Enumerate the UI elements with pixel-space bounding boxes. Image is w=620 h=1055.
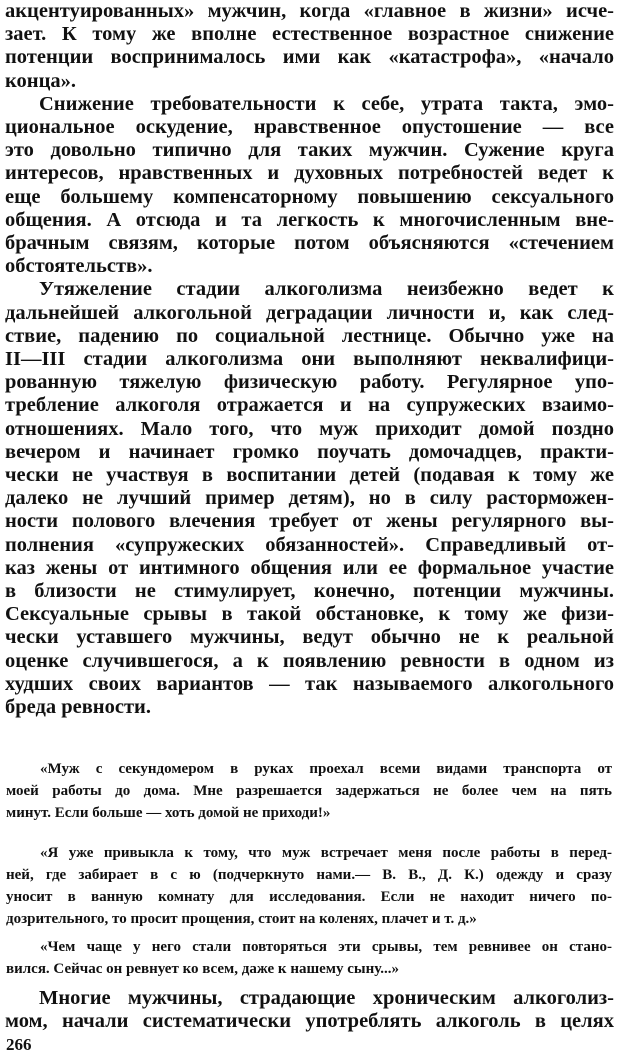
text-line: «Я уже привыкла к тому, что муж встречает меня после работы в перед- [40,845,612,861]
text-line: мом, начали систематически употреблять алкоголь в целях [5,1010,614,1032]
main-text [5,0,614,719]
text-line: уносит в ванную комнату для исследования. Если не находит ничего по- [6,889,612,905]
text-line: Снижение требовательности к себе, утрата такта, эмо- [39,92,614,115]
text-line: полнения «супружеских обязанностей». Справедливый от- [5,533,614,556]
text-line: «Муж с секундомером в руках проехал всеми видами транспорта от [40,761,612,777]
text-line: Сексуальные срывы в такой обстановке, к тому же физи- [5,603,614,626]
text-line: дальнейшей алкогольной деградации личности и, как след- [5,301,614,324]
final-paragraph [5,987,614,1033]
page-number: 266 [6,1035,32,1054]
text-line: худших своих вариантов — так называемого алкогольного [5,672,614,695]
text-line: в близости не стимулирует, конечно, потенции мужчины. [5,580,614,603]
text-line: требление алкоголя отражается и на супружеских взаимо- [5,394,614,417]
text-line: моей работы до дома. Мне разрешается задержаться не более чем на пять [6,783,612,799]
text-line: отношениях. Мало того, что муж приходит домой поздно [5,417,614,440]
quote-3 [6,936,612,980]
text-line: каз жены от интимного общения или ее формальное участие [5,556,614,579]
text-line: акцентуированных» мужчин, когда «главное в жизни» исче- [5,0,614,22]
text-line: Многие мужчины, страдающие хроническим алкоголиз- [39,987,614,1009]
text-line: вился. Сейчас он ревнует ко всем, даже к нашему сыну...» [6,961,400,977]
text-line: ствие, падению по социальной лестнице. Обычно уже на [5,324,614,347]
text-line: зает. К тому же вполне естественное возрастное снижение [5,23,614,46]
text-line: циональное оскудение, нравственное опустошение — все [5,116,614,139]
text-line: брачным связям, которые потом объясняются «стечением [5,232,614,255]
text-line: общения. А отсюда и та легкость к многочисленным вне- [5,208,614,231]
text-line: рованную тяжелую физическую работу. Регулярное упо- [5,371,614,394]
text-line: обстоятельств». [5,255,153,278]
text-line: оценке случившегося, а к появлению ревности в одном из [5,649,614,672]
text-line: минут. Если больше — хоть домой не приходи!» [6,805,331,821]
text-line: потенции воспринималось ими как «катастрофа», «начало [5,46,614,69]
text-line: «Чем чаще у него стали повторяться эти срывы, тем ревнивее он стано- [40,939,612,955]
text-line: Утяжеление стадии алкоголизма неизбежно ведет к [39,278,614,301]
quote-1 [6,758,612,824]
text-line: ности полового влечения требует от жены регулярного вы- [5,510,614,533]
text-line: это довольно типично для таких мужчин. Сужение круга [5,139,614,162]
text-line: чески уставшего мужчины, ведут обычно не к реальной [5,626,614,649]
text-line: интересов, нравственных и духовных потребностей ведет к [5,162,614,185]
text-line: бреда ревности. [5,696,151,719]
text-line: вечером и начинает громко поучать домочадцев, практи- [5,440,614,463]
quote-2 [6,842,612,930]
text-line: далеко не лучший пример детям), но в силу расторможен- [5,487,614,510]
text-line: конца». [5,69,77,92]
text-line: ней, где забирает в с ю (подчеркнуто нами.— В. В., Д. К.) одежду и сразу [6,867,612,883]
text-line: II—III стадии алкоголизма они выполняют неквалифици- [5,348,614,371]
text-line: дозрительного, то просит прощения, стоит на коленях, плачет и т. д.» [6,911,477,927]
text-line: чески не участвуя в воспитании детей (подавая к тому же [5,464,614,487]
text-line: еще большему компенсаторному повышению сексуального [5,185,614,208]
